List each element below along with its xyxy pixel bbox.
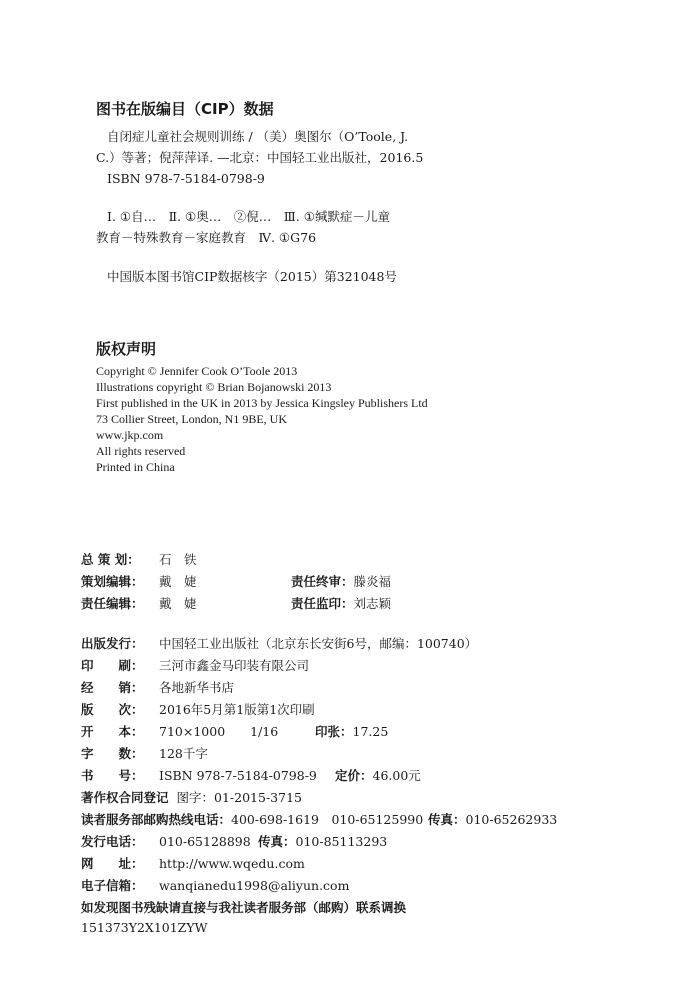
pub-notice: 如发现图书残缺请直接与我社读者服务部（邮购）联系调换	[81, 900, 407, 915]
pub-label: 经 销：	[81, 680, 144, 695]
pub-label: 版 次：	[81, 702, 144, 717]
pub-label: 印 刷：	[81, 658, 144, 673]
copyright-heading: 版权声明	[96, 340, 157, 358]
cip-classification: Ⅰ. ①自… Ⅱ. ①奥… ②倪… Ⅲ. ①缄默症－儿童	[107, 209, 390, 224]
copyright-line: Copyright © Jennifer Cook O’Toole 2013	[96, 364, 298, 378]
credit-planning-editor	[81, 572, 197, 590]
credit-value: 戴 婕	[159, 574, 197, 589]
credit-label: 总 策 划：	[81, 552, 140, 567]
pub-email	[81, 876, 349, 894]
pub-distributor	[81, 678, 234, 696]
pub-value: 010-65262933	[465, 812, 558, 827]
cip-line: 自闭症儿童社会规则训练 / （美）奥图尔（O’Toole, J.	[107, 129, 409, 144]
pub-distribution-fax	[258, 832, 387, 850]
credit-label: 责任终审：	[291, 574, 354, 589]
pub-value: 各地新华书店	[159, 680, 235, 695]
pub-fax	[428, 810, 557, 828]
pub-contract	[81, 788, 302, 806]
pub-value: 010-85113293	[295, 834, 388, 849]
pub-value: http://www.wqedu.com	[159, 856, 305, 871]
pub-format	[81, 722, 278, 740]
cip-number: 中国版本图书馆CIP数据核字（2015）第321048号	[107, 269, 397, 284]
cip-heading: 图书在版编目（CIP）数据	[96, 100, 274, 118]
pub-label: 传真：	[258, 834, 296, 849]
credit-label: 责任编辑：	[81, 596, 144, 611]
pub-label: 发行电话：	[81, 834, 144, 849]
pub-distribution-phone	[81, 832, 251, 850]
credit-value: 刘志颖	[353, 596, 392, 611]
pub-reader-hotline	[81, 810, 423, 828]
pub-value: 三河市鑫金马印装有限公司	[159, 658, 310, 673]
pub-edition	[81, 700, 315, 718]
copyright-line: 73 Collier Street, London, N1 9BE, UK	[96, 412, 287, 426]
pub-label: 开 本：	[81, 724, 144, 739]
pub-value: 010-65128898	[159, 834, 251, 849]
copyright-line: www.jkp.com	[96, 428, 164, 442]
pub-value: 2016年5月第1版第1次印刷	[159, 702, 315, 717]
cip-classification: 教育－特殊教育－家庭教育 Ⅳ. ①G76	[96, 230, 317, 245]
pub-value: 46.00元	[372, 768, 421, 783]
cip-line: C.）等著；倪萍萍译. —北京：中国轻工业出版社，2016.5	[96, 150, 424, 165]
pub-code: 151373Y2X101ZYW	[81, 920, 208, 935]
pub-sheets	[315, 722, 388, 740]
credit-responsible-editor	[81, 594, 197, 612]
copyright-line: All rights reserved	[96, 444, 186, 458]
credit-value: 滕炎福	[353, 574, 392, 589]
pub-label: 出版发行：	[81, 636, 144, 651]
pub-value: 17.25	[352, 724, 389, 739]
pub-label: 定价：	[335, 768, 373, 783]
pub-label: 电子信箱：	[81, 878, 144, 893]
credit-general-planner	[81, 550, 197, 568]
pub-label: 著作权合同登记	[81, 790, 169, 805]
pub-value: ISBN 978-7-5184-0798-9	[159, 768, 317, 783]
credit-final-reviewer	[291, 572, 391, 590]
credit-value: 戴 婕	[159, 596, 197, 611]
cip-isbn: ISBN 978-7-5184-0798-9	[107, 171, 265, 186]
pub-isbn	[81, 766, 317, 784]
credit-label: 责任监印：	[291, 596, 354, 611]
pub-value: 中国轻工业出版社（北京东长安街6号，邮编：100740）	[159, 636, 478, 651]
credit-print-supervisor	[291, 594, 391, 612]
pub-value: 710×1000 1/16	[159, 724, 279, 739]
pub-printer	[81, 656, 309, 674]
pub-label: 网 址：	[81, 856, 144, 871]
pub-label: 字 数：	[81, 746, 144, 761]
pub-value: 128千字	[159, 746, 208, 761]
pub-value: 图字：01-2015-3715	[176, 790, 302, 805]
pub-price	[335, 766, 421, 784]
credit-value: 石 铁	[159, 552, 197, 567]
copyright-line: Illustrations copyright © Brian Bojanowski 2013	[96, 380, 332, 394]
pub-label: 书 号：	[81, 768, 144, 783]
pub-label: 传真：	[428, 812, 466, 827]
pub-publisher	[81, 634, 477, 652]
pub-label: 读者服务部邮购热线电话：	[81, 812, 232, 827]
copyright-line: Printed in China	[96, 460, 175, 474]
pub-value: 400-698-1619 010-65125990	[231, 812, 424, 827]
pub-words	[81, 744, 208, 762]
pub-website	[81, 854, 305, 872]
pub-label: 印张：	[315, 724, 353, 739]
copyright-line: First published in the UK in 2013 by Jessica Kingsley Publishers Ltd	[96, 396, 428, 410]
pub-value: wanqianedu1998@aliyun.com	[159, 878, 350, 893]
credit-label: 策划编辑：	[81, 574, 144, 589]
